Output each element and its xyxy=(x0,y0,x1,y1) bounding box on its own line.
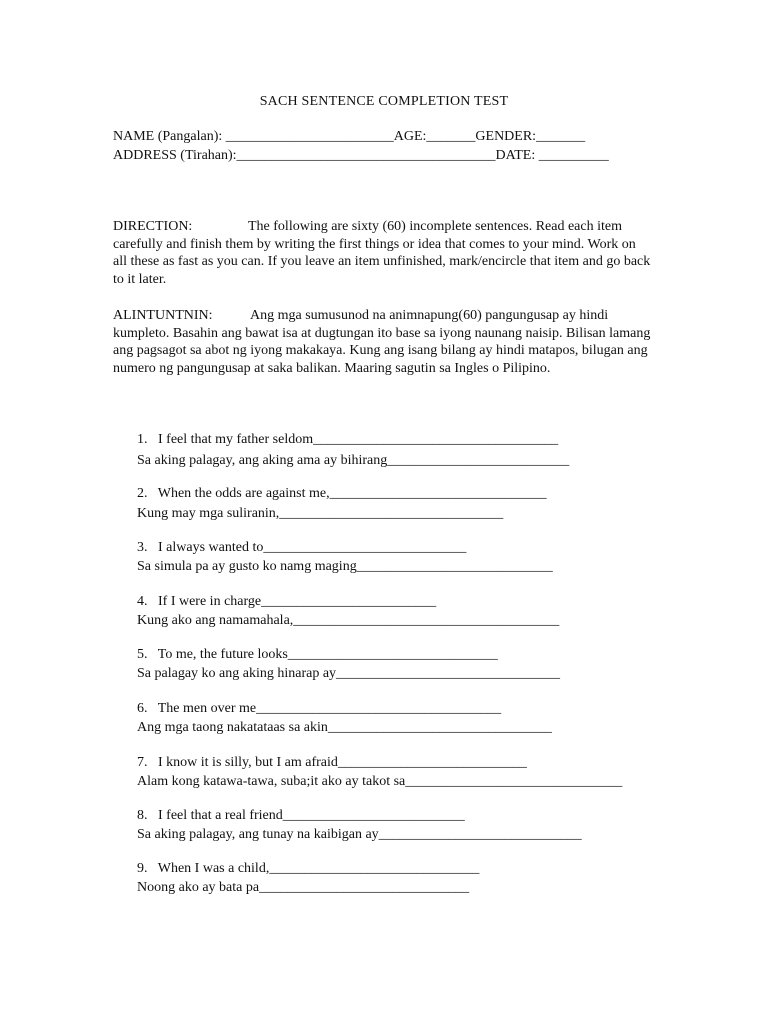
item-number: 5. xyxy=(137,647,148,662)
list-item-7-tl: Alam kong katawa-tawa, suba;it ako ay takot sa_______________________________ xyxy=(137,774,623,789)
direction-paragraph xyxy=(113,218,653,288)
list-item-1-tl: Sa aking palagay, ang aking ama ay bihirang__________________________ xyxy=(137,453,570,468)
list-item-6-tl: Ang mga taong nakatataas sa akin________________________________ xyxy=(137,720,552,735)
alintuntunin-label: ALINTUNTNIN: xyxy=(113,308,213,323)
item-number: 2. xyxy=(137,486,148,501)
item-text-en: To me, the future looks______________________________ xyxy=(157,647,498,662)
item-number: 4. xyxy=(137,594,148,609)
list-item-5-en xyxy=(137,646,498,664)
item-text-en: I always wanted to_____________________________ xyxy=(158,540,467,555)
list-item-4-en xyxy=(137,593,436,611)
item-number: 7. xyxy=(137,755,148,770)
item-number: 3. xyxy=(137,540,148,555)
item-text-en: I feel that a real friend__________________________ xyxy=(158,808,465,823)
alintuntunin-text: Ang mga sumusunod na animnapung(60) pangungusap ay hindi kumpleto. Basahin ang bawat isa at dugtungan ito base sa iyong naunang naisip. Bilisan lamang ang pagsagot sa abot ng iyong makakaya. Kung ang isang bilang ay hindi matapos, bilugan ang numero ng pangungusap at saka balikan. Maaring sagutin sa Ingles o Pilipino. xyxy=(113,308,651,376)
list-item-4-tl: Kung ako ang namamahala,______________________________________ xyxy=(137,613,560,628)
direction-text: The following are sixty (60) incomplete sentences. Read each item carefully and finish them by writing the first things or idea that comes to your mind. Work on all these as fast as you can. If you leave an item unfinished, mark/encircle that item and go back to it later. xyxy=(113,219,651,287)
list-item-8-tl: Sa aking palagay, ang tunay na kaibigan ay_____________________________ xyxy=(137,827,582,842)
list-item-2-en xyxy=(137,485,547,503)
direction-label: DIRECTION: xyxy=(113,219,193,234)
list-item-9-en xyxy=(137,860,479,878)
item-number: 8. xyxy=(137,808,148,823)
item-text-en: I know it is silly, but I am afraid___________________________ xyxy=(158,755,527,770)
list-item-3-en xyxy=(137,539,466,557)
alintuntunin-paragraph xyxy=(113,307,653,377)
list-item-5-tl: Sa palagay ko ang aking hinarap ay________________________________ xyxy=(137,666,561,681)
list-item-2-tl: Kung may mga suliranin,________________________________ xyxy=(137,506,504,521)
list-item-6-en xyxy=(137,700,501,718)
address-date-line: ADDRESS (Tirahan):_____________________________________DATE: __________ xyxy=(113,148,609,163)
list-item-3-tl: Sa simula pa ay gusto ko namg maging____________________________ xyxy=(137,559,553,574)
list-item-9-tl: Noong ako ay bata pa______________________________ xyxy=(137,880,470,895)
name-age-gender-line: NAME (Pangalan): ________________________AGE:_______GENDER:_______ xyxy=(113,129,586,144)
item-number: 9. xyxy=(137,861,148,876)
item-text-en: When I was a child,______________________________ xyxy=(157,861,480,876)
item-number: 1. xyxy=(137,432,148,447)
item-text-en: When the odds are against me,_______________________________ xyxy=(157,486,547,501)
item-text-en: I feel that my father seldom___________________________________ xyxy=(158,432,559,447)
list-item-7-en xyxy=(137,754,527,772)
list-item-8-en xyxy=(137,807,465,825)
list-item-1-en xyxy=(137,431,558,449)
page-title: SACH SENTENCE COMPLETION TEST xyxy=(259,94,509,109)
item-text-en: The men over me___________________________________ xyxy=(157,701,502,716)
item-text-en: If I were in charge_________________________ xyxy=(158,594,437,609)
item-number: 6. xyxy=(137,701,148,716)
